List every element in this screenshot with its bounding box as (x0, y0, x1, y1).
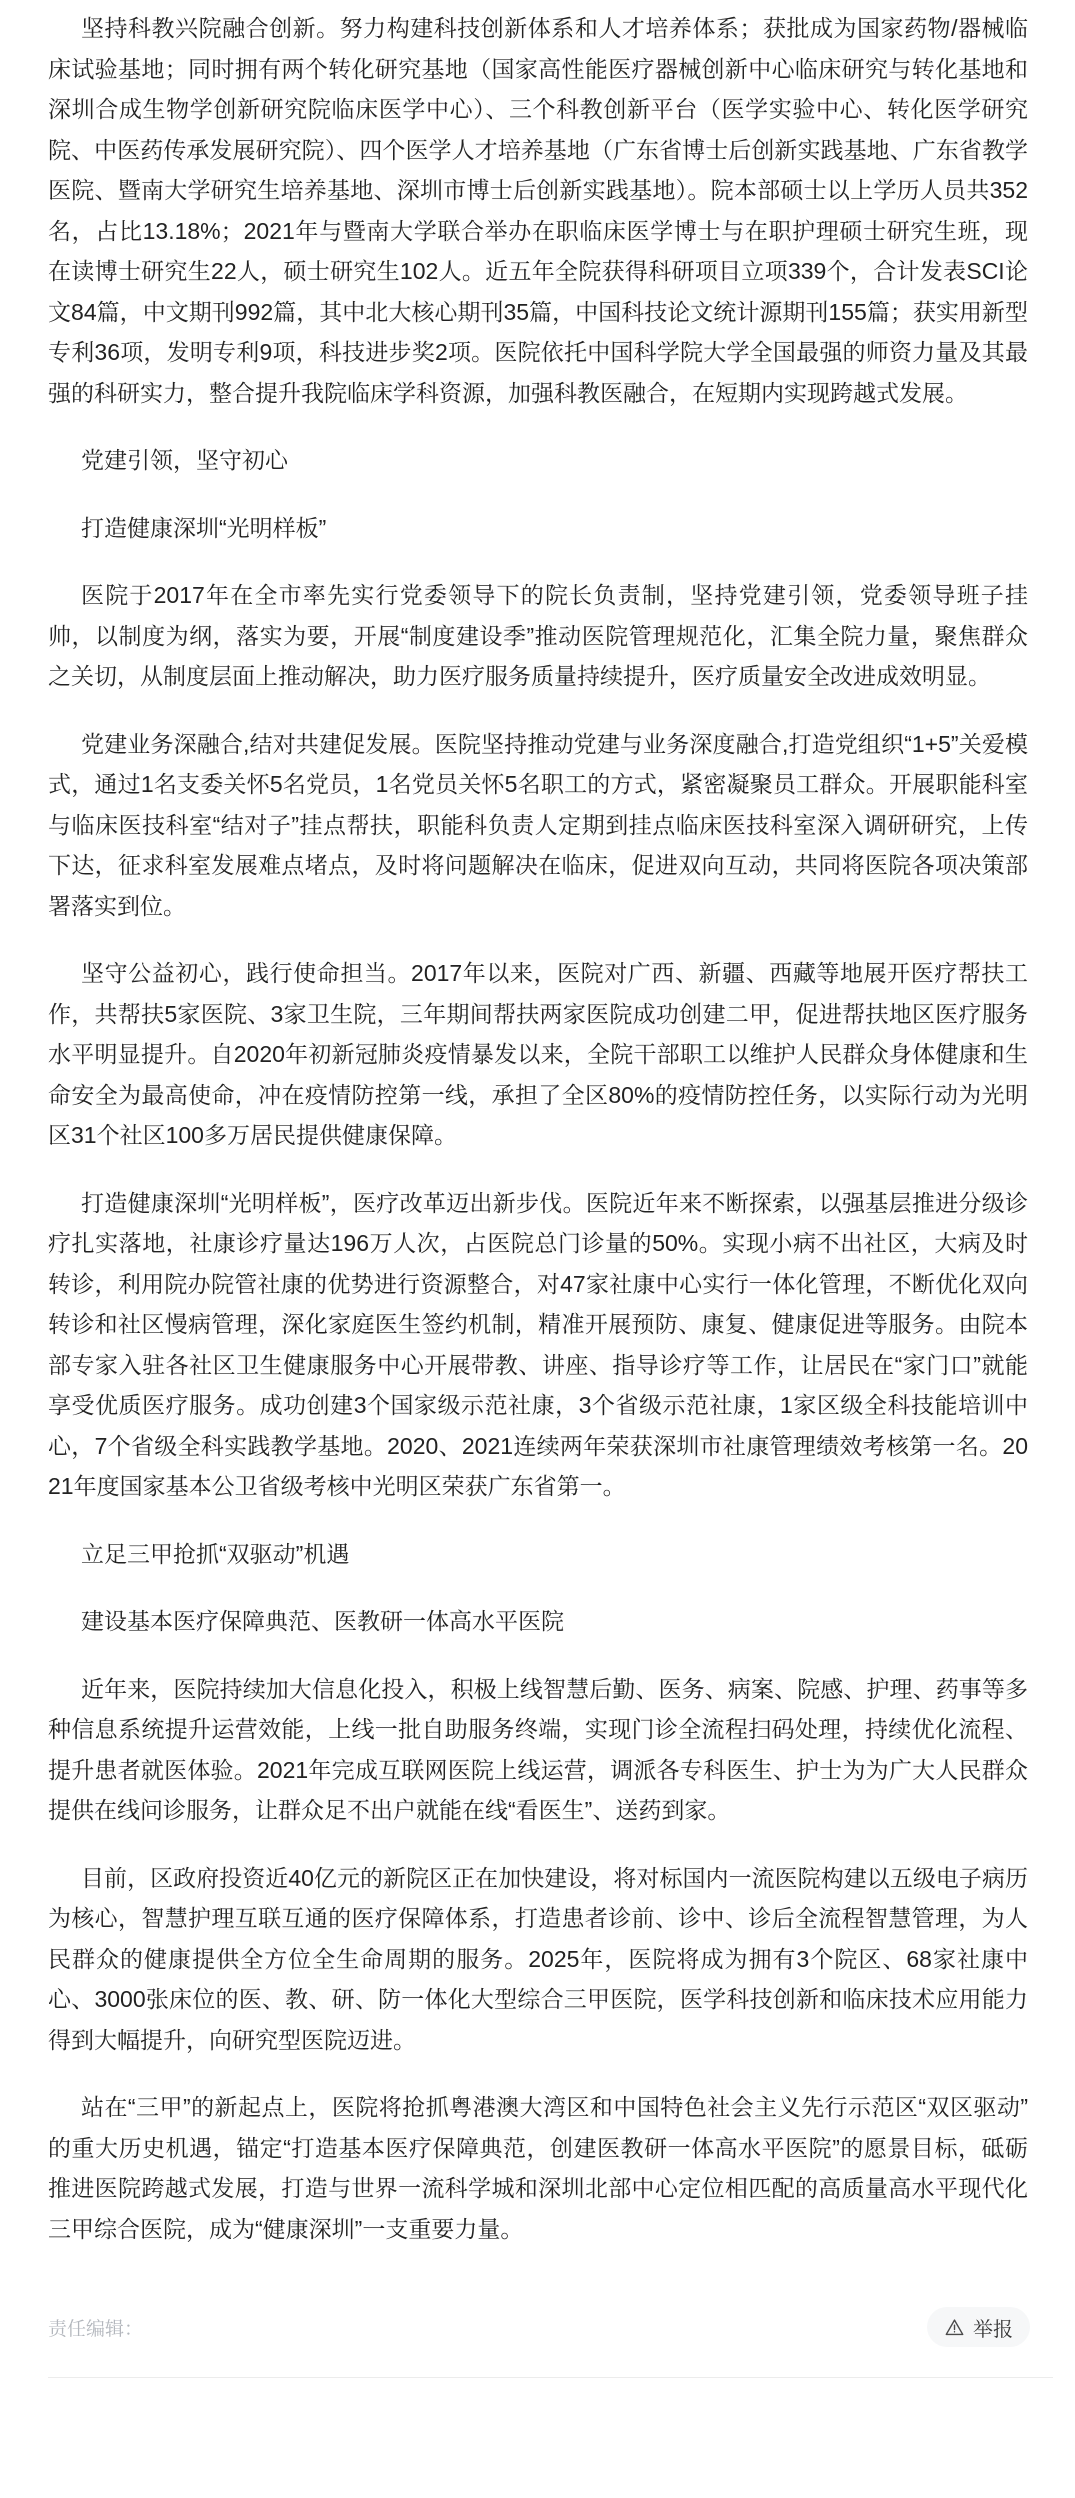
article-paragraph: 近年来，医院持续加大信息化投入，积极上线智慧后勤、医务、病案、院感、护理、药事等多种信息系统提升运营效能，上线一批自助服务终端，实现门诊全流程扫码处理，持续优化流程、提升患者就医体验。2021年完成互联网医院上线运营，调派各专科医生、护士为为广大人民群众提供在线问诊服务，让群众足不出户就能在线“看医生”、送药到家。 (48, 1675, 1028, 1823)
article-paragraph: 坚持科教兴院融合创新。努力构建科技创新体系和人才培养体系；获批成为国家药物/器械临床试验基地；同时拥有两个转化研究基地（国家高性能医疗器械创新中心临床研究与转化基地和深圳合成生物学创新研究院临床医学中心）、三个科教创新平台（医学实验中心、转化医学研究院、中医药传承发展研究院）、四个医学人才培养基地（广东省博士后创新实践基地、广东省教学医院、暨南大学研究生培养基地、深圳市博士后创新实践基地）。院本部硕士以上学历人员共352名，占比13.18%；2021年与暨南大学联合举办在职临床医学博士与在职护理硕士研究生班，现在读博士研究生22人，硕士研究生102人。近五年全院获得科研项目立项339个，合计发表SCI论文84篇，中文期刊992篇，其中北大核心期刊35篇，中国科技论文统计源期刊155篇；获实用新型专利36项，发明专利9项，科技进步奖2项。医院依托中国科学院大学全国最强的师资力量及其最强的科研实力，整合提升我院临床学科资源，加强科教医融合，在短期内实现跨越式发展。 (48, 15, 1028, 406)
article-paragraph: 坚守公益初心，践行使命担当。2017年以来，医院对广西、新疆、西藏等地展开医疗帮扶工作，共帮扶5家医院、3家卫生院，三年期间帮扶两家医院成功创建二甲，促进帮扶地区医疗服务水平明显提升。自2020年初新冠肺炎疫情暴发以来，全院干部职工以维护人民群众身体健康和生命安全为最高使命，冲在疫情防控第一线，承担了全区80%的疫情防控任务，以实际行动为光明区31个社区100多万居民提供健康保障。 (48, 960, 1028, 1148)
article-paragraph: 打造健康深圳“光明样板”，医疗改革迈出新步伐。医院近年来不断探索，以强基层推进分级诊疗扎实落地，社康诊疗量达196万人次，占医院总门诊量的50%。实现小病不出社区，大病及时转诊，利用院办院管社康的优势进行资源整合，对47家社康中心实行一体化管理，不断优化双向转诊和社区慢病管理，深化家庭医生签约机制，精准开展预防、康复、健康促进等服务。由院本部专家入驻各社区卫生健康服务中心开展带教、讲座、指导诊疗等工作，让居民在“家门口”就能享受优质医疗服务。成功创建3个国家级示范社康，3个省级示范社康，1家区级全科技能培训中心，7个省级全科实践教学基地。2020、2021连续两年荣获深圳市社康管理绩效考核第一名。2021年度国家基本公卫省级考核中光明区荣获广东省第一。 (48, 1189, 1028, 1499)
report-button[interactable] (927, 2307, 1030, 2347)
bottom-spacer (0, 2378, 1075, 2390)
editor-credit-label: 责任编辑： (48, 2318, 144, 2340)
section-heading: 建设基本医疗保障典范、医教研一体高水平医院 (81, 1608, 564, 1634)
article-paragraph: 站在“三甲”的新起点上，医院将抢抓粤港澳大湾区和中国特色社会主义先行示范区“双区驱动”的重大历史机遇，锚定“打造基本医疗保障典范，创建医教研一体高水平医院”的愿景目标，砥砺推进医院跨越式发展，打造与世界一流科学城和深圳北部中心定位相匹配的高质量高水平现代化三甲综合医院，成为“健康深圳”一支重要力量。 (48, 2094, 1028, 2242)
section-heading: 打造健康深圳“光明样板” (81, 514, 327, 541)
section-heading: 党建引领，坚守初心 (81, 447, 288, 473)
article-paragraph: 医院于2017年在全市率先实行党委领导下的院长负责制，坚持党建引领，党委领导班子挂帅，以制度为纲，落实为要，开展“制度建设季”推动医院管理规范化，汇集全院力量，聚焦群众之关切，从制度层面上推动解决，助力医疗服务质量持续提升，医疗质量安全改进成效明显。 (48, 582, 1028, 689)
report-button-label: 举报 (973, 2318, 1013, 2341)
section-heading: 立足三甲抢抓“双驱动”机遇 (81, 1540, 350, 1567)
article-paragraph: 党建业务深融合,结对共建促发展。医院坚持推动党建与业务深度融合,打造党组织“1+5”关爱模式，通过1名支委关怀5名党员，1名党员关怀5名职工的方式，紧密凝聚员工群众。开展职能科室与临床医技科室“结对子”挂点帮扶，职能科负责人定期到挂点临床医技科室深入调研研究，上传下达，征求科室发展难点堵点，及时将问题解决在临床，促进双向互动，共同将医院各项决策部署落实到位。 (48, 730, 1028, 919)
article-footer (48, 2307, 1030, 2347)
article-paragraph: 目前，区政府投资近40亿元的新院区正在加快建设，将对标国内一流医院构建以五级电子病历为核心，智慧护理互联互通的医疗保障体系，打造患者诊前、诊中、诊后全流程智慧管理，为人民群众的健康提供全方位全生命周期的服务。2025年，医院将成为拥有3个院区、68家社康中心、3000张床位的医、教、研、防一体化大型综合三甲医院，医学科技创新和临床技术应用能力得到大幅提升，向研究型医院迈进。 (48, 1864, 1028, 2053)
warning-triangle-icon (944, 2317, 965, 2338)
